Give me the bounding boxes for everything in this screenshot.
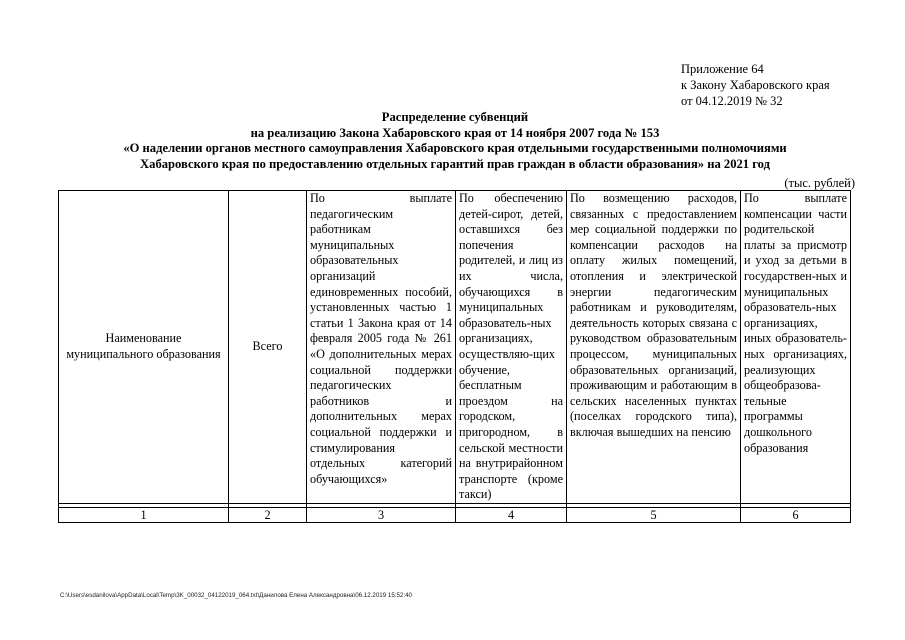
title-line-4: Хабаровского края по предоставлению отдельных гарантий прав граждан в области образования» на 2021 год (140, 156, 770, 171)
column-number-row (59, 507, 851, 522)
appendix-line-2: к Закону Хабаровского края (681, 78, 830, 92)
document-title (60, 110, 850, 172)
column-number: 2 (229, 507, 307, 522)
header-row (59, 191, 851, 504)
appendix-line-1: Приложение 64 (681, 62, 764, 76)
header-parental-fee-compensation: По выплате компенсации части родительской платы за присмотр и уход за детьми в государствен-ных и муниципальных образователь-ных организациях, иных образователь-ных организациях, реализующих общеобразова-тельные программы дошкольного образования (741, 191, 851, 504)
header-total: Всего (229, 191, 307, 504)
column-number: 3 (307, 507, 456, 522)
appendix-line-3: от 04.12.2019 № 32 (681, 94, 783, 108)
column-number: 1 (59, 507, 229, 522)
header-housing-compensation: По возмещению расходов, связанных с предоставлением мер социальной поддержки по компенсации расходов на оплату жилых помещений, отопления и электрической энергии педагогическим работникам и руководителям, деятельность которых связана с руководством образовательным процессом, муниципальных образовательных организаций, проживающим и работающим в сельских населенных пунктах (поселках городского типа), включая вышедших на пенсию (567, 191, 741, 504)
column-number: 4 (456, 507, 567, 522)
file-path-footer: C:\Users\esdanilova\AppData\Local\Temp\3K_00032_04122019_064.txt\Данилова Елена Александровна\06.12.2019 15:52:40 (60, 592, 412, 599)
header-municipality: Наименование муниципального образования (59, 191, 229, 504)
header-teacher-allowance: По выплате педагогическим работникам муниципальных образовательных организаций единовременных пособий, установленных частью 1 статьи 1 Закона края от 14 февраля 2005 года № 261 «О дополнительных мерах социальной поддержки педагогических работников и дополнительных мерах социальной поддержки и стимулирования отдельных категорий обучающихся» (307, 191, 456, 504)
column-number: 6 (741, 507, 851, 522)
appendix-block (681, 61, 830, 109)
header-orphan-transport: По обеспечению детей-сирот, детей, оставшихся без попечения родителей, и лиц из их числа, обучающихся в муниципальных образователь-ных организациях, осуществляю-щих обучение, бесплатным проездом на городском, пригородном, в сельской местности на внутрирайонном транспорте (кроме такси) (456, 191, 567, 504)
title-line-1: Распределение субвенций (381, 110, 529, 124)
title-line-2: на реализацию Закона Хабаровского края от 14 ноября 2007 года № 153 (250, 125, 660, 140)
column-number: 5 (567, 507, 741, 522)
title-line-3: «О наделении органов местного самоуправления Хабаровского края отдельными государственными полномочиями (123, 141, 787, 156)
subvention-table (58, 190, 851, 523)
units-label: (тыс. рублей) (784, 176, 855, 190)
